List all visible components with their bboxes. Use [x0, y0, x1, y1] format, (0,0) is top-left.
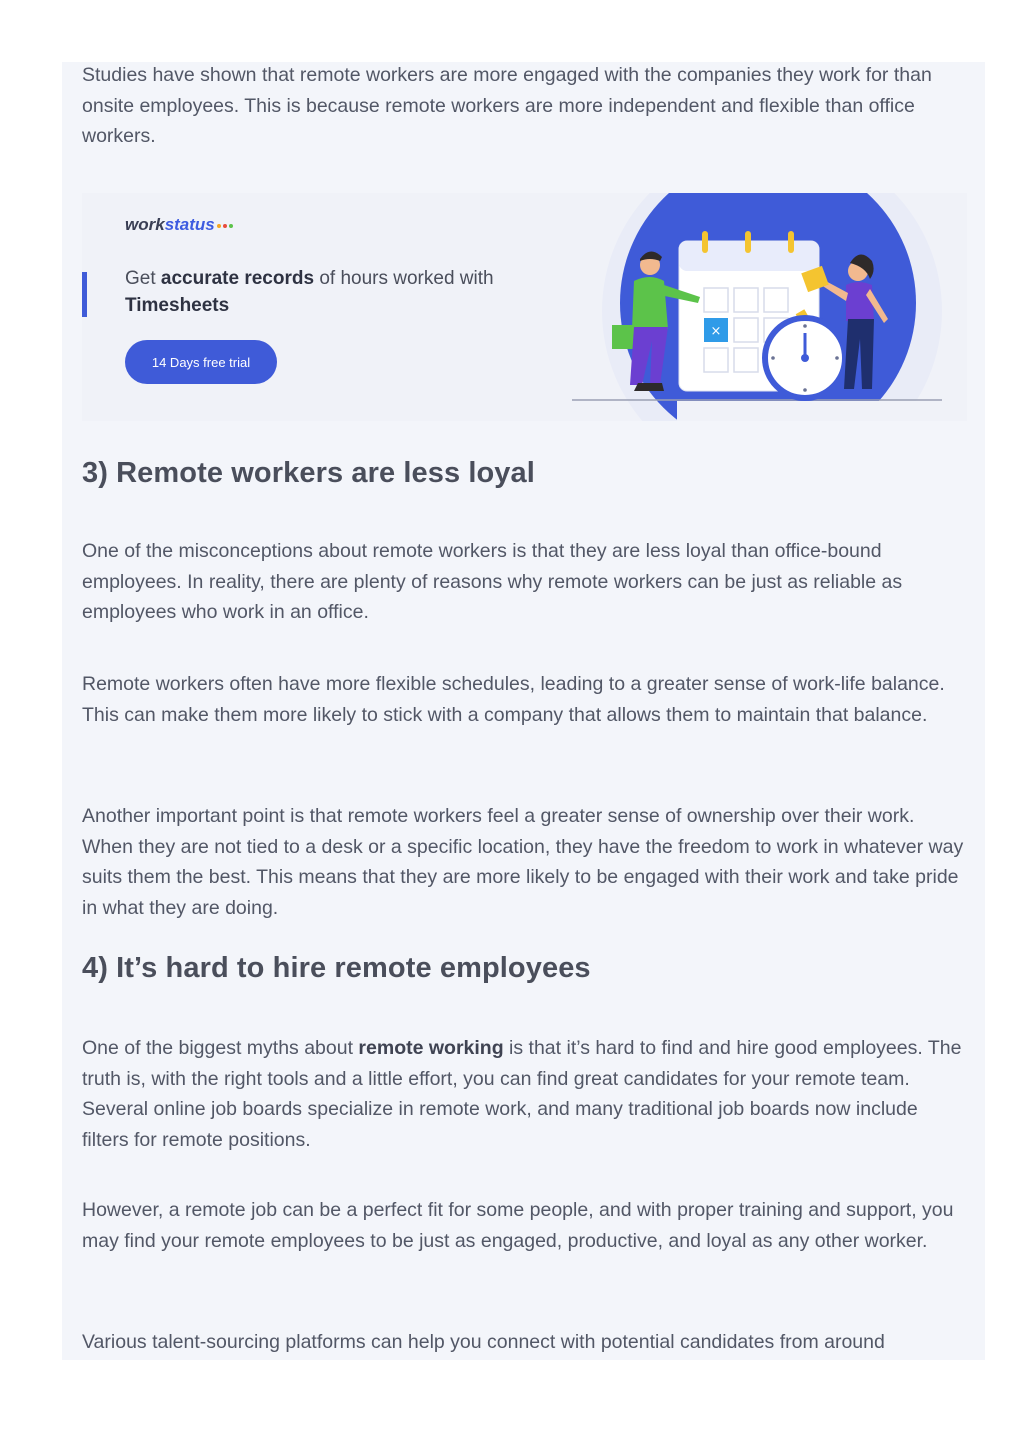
- section-4-paragraph-2: However, a remote job can be a perfect fit for some people, and with proper training and support, you may find your remote employees to be just as engaged, productive, and loyal as any other worker.: [82, 1199, 954, 1252]
- section-4-paragraph-1: One of the biggest myths about remote working is that it’s hard to find and hire good employees. The truth is, with the right tools and a little effort, you can find great candidates for your remote team. Several online job boards specialize in remote work, and many traditional job boards now include filters for remote positions.: [82, 1037, 962, 1151]
- logo-dots-icon: [215, 215, 233, 234]
- section-4-paragraph-3: Various talent-sourcing platforms can help you connect with potential candidates from around: [82, 1331, 885, 1353]
- section-3-paragraph-2: Remote workers often have more flexible schedules, leading to a greater sense of work-life balance. This can make them more likely to stick with a company that allows them to maintain that balance.: [82, 673, 945, 726]
- promo-banner[interactable]: [82, 193, 967, 421]
- section-3-paragraph-1: One of the misconceptions about remote workers is that they are less loyal than office-bound employees. In reality, there are plenty of reasons why remote workers can be just as reliable as employees who work in an office.: [82, 540, 903, 624]
- section-3-paragraph-3: Another important point is that remote workers feel a greater sense of ownership over their work. When they are not tied to a desk or a specific location, they have the freedom to work in whatever way suits them the best. This means that they are more likely to be engaged with their work and take pride in what they are doing.: [82, 805, 964, 919]
- banner-accent-bar: [82, 272, 87, 317]
- workstatus-logo: workstatus: [125, 215, 233, 235]
- free-trial-button[interactable]: 14 Days free trial: [125, 340, 277, 384]
- svg-text:×: ×: [710, 324, 722, 339]
- article-panel: [62, 62, 985, 1360]
- remote-working-keyword: remote working: [358, 1037, 504, 1059]
- intro-paragraph: Studies have shown that remote workers are more engaged with the companies they work for than onsite employees. This is because remote workers are more independent and flexible than office workers.: [82, 64, 932, 148]
- section-4-heading: 4) It’s hard to hire remote employees: [82, 952, 591, 984]
- timesheet-illustration: [572, 193, 967, 421]
- section-3-heading: 3) Remote workers are less loyal: [82, 457, 535, 489]
- banner-headline: Get accurate records of hours worked with Timesheets: [125, 268, 494, 316]
